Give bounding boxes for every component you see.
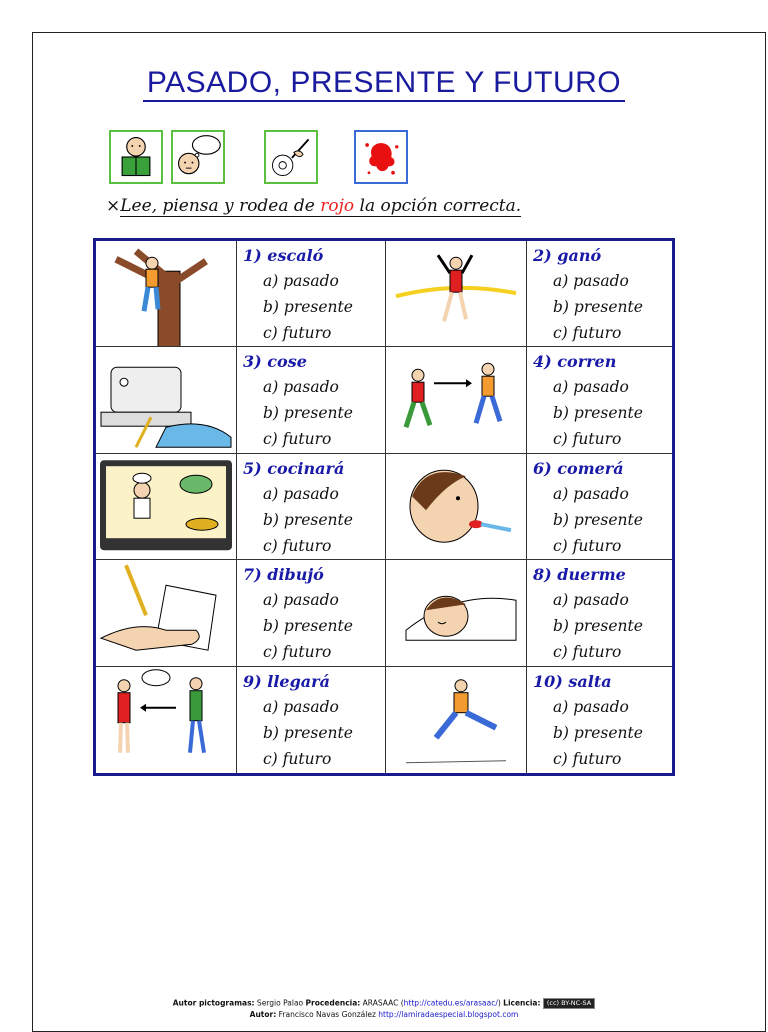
answer-option[interactable]: a) pasado <box>553 591 629 610</box>
tree-climbing-icon <box>96 241 237 347</box>
question-verb: 7) dibujó <box>243 565 324 585</box>
answer-option[interactable]: a) pasado <box>263 697 339 716</box>
answer-option[interactable]: b) presente <box>263 617 353 636</box>
arasaac-link[interactable]: http://catedu.es/arasaac/ <box>403 998 498 1008</box>
exercise-grid <box>93 238 675 776</box>
answer-option[interactable]: c) futuro <box>553 430 622 449</box>
circle-drawing-icon <box>264 130 318 184</box>
reading-child-icon <box>109 130 163 184</box>
answer-option[interactable]: c) futuro <box>553 643 622 662</box>
answer-option[interactable]: c) futuro <box>553 536 622 555</box>
cc-license-badge: (cc) BY-NC-SA <box>543 998 595 1009</box>
eating-spoon-icon <box>386 454 527 560</box>
question-verb: 10) salta <box>533 671 612 691</box>
question-4 <box>527 347 672 453</box>
answer-option[interactable]: a) pasado <box>263 484 339 503</box>
answer-option[interactable]: b) presente <box>553 404 643 423</box>
answer-option[interactable]: a) pasado <box>553 697 629 716</box>
page-title: PASADO, PRESENTE Y FUTURO <box>0 66 768 100</box>
footer-line-1: Autor pictogramas: Sergio Palao Procedencia: ARASAAC (http://catedu.es/arasaac/) Licencia: (cc) BY-NC-SA <box>0 998 768 1009</box>
answer-option[interactable]: c) futuro <box>553 749 622 768</box>
answer-option[interactable]: b) presente <box>553 617 643 636</box>
instruction-bullet: × <box>106 196 121 216</box>
answer-option[interactable]: c) futuro <box>263 536 332 555</box>
question-3 <box>237 347 386 453</box>
answer-option[interactable]: a) pasado <box>553 272 629 290</box>
answer-option[interactable]: b) presente <box>263 298 353 316</box>
question-7 <box>237 560 386 666</box>
instruction-text: Lee, piensa y rodea de rojo la opción correcta. <box>120 196 522 216</box>
finish-line-runner-icon <box>386 241 527 347</box>
question-2 <box>527 241 672 347</box>
footer-line-2: Autor: Francisco Navas González http://lamiradaespecial.blogspot.com <box>249 1010 519 1019</box>
instruction <box>106 196 521 216</box>
answer-option[interactable]: c) futuro <box>263 643 332 662</box>
question-verb: 3) cose <box>243 352 307 372</box>
answer-option[interactable]: c) futuro <box>553 324 622 342</box>
question-verb: 9) llegará <box>243 671 330 691</box>
question-verb: 4) corren <box>533 352 617 372</box>
thinking-face-icon <box>171 130 225 184</box>
question-verb: 8) duerme <box>533 565 626 585</box>
answer-option[interactable]: a) pasado <box>553 378 629 397</box>
answer-option[interactable]: a) pasado <box>553 484 629 503</box>
blog-link[interactable]: http://lamiradaespecial.blogspot.com <box>378 1010 519 1019</box>
answer-option[interactable]: b) presente <box>263 723 353 742</box>
answer-option[interactable]: a) pasado <box>263 378 339 397</box>
question-10 <box>527 667 672 773</box>
question-verb: 2) ganó <box>533 246 602 265</box>
question-9 <box>237 667 386 773</box>
answer-option[interactable]: c) futuro <box>263 324 332 342</box>
question-8 <box>527 560 672 666</box>
question-verb: 6) comerá <box>533 458 624 478</box>
answer-option[interactable]: c) futuro <box>263 749 332 768</box>
answer-option[interactable]: c) futuro <box>263 430 332 449</box>
answer-option[interactable]: b) presente <box>553 510 643 529</box>
question-6 <box>527 454 672 560</box>
sewing-machine-icon <box>96 347 237 453</box>
drawing-hand-icon <box>96 560 237 666</box>
red-splash-icon <box>354 130 408 184</box>
answer-option[interactable]: b) presente <box>263 404 353 423</box>
answer-option[interactable]: b) presente <box>553 298 643 316</box>
arriving-people-icon <box>96 667 237 773</box>
question-1 <box>237 241 386 347</box>
jumping-child-icon <box>386 667 527 773</box>
answer-option[interactable]: b) presente <box>263 510 353 529</box>
question-verb: 5) cocinará <box>243 458 345 478</box>
answer-option[interactable]: a) pasado <box>263 591 339 610</box>
question-verb: 1) escaló <box>243 246 324 265</box>
sleeping-child-icon <box>386 560 527 666</box>
two-runners-icon <box>386 347 527 453</box>
answer-option[interactable]: b) presente <box>553 723 643 742</box>
chef-tv-icon <box>96 454 237 560</box>
answer-option[interactable]: a) pasado <box>263 272 339 290</box>
red-word: rojo <box>320 196 355 216</box>
question-5 <box>237 454 386 560</box>
